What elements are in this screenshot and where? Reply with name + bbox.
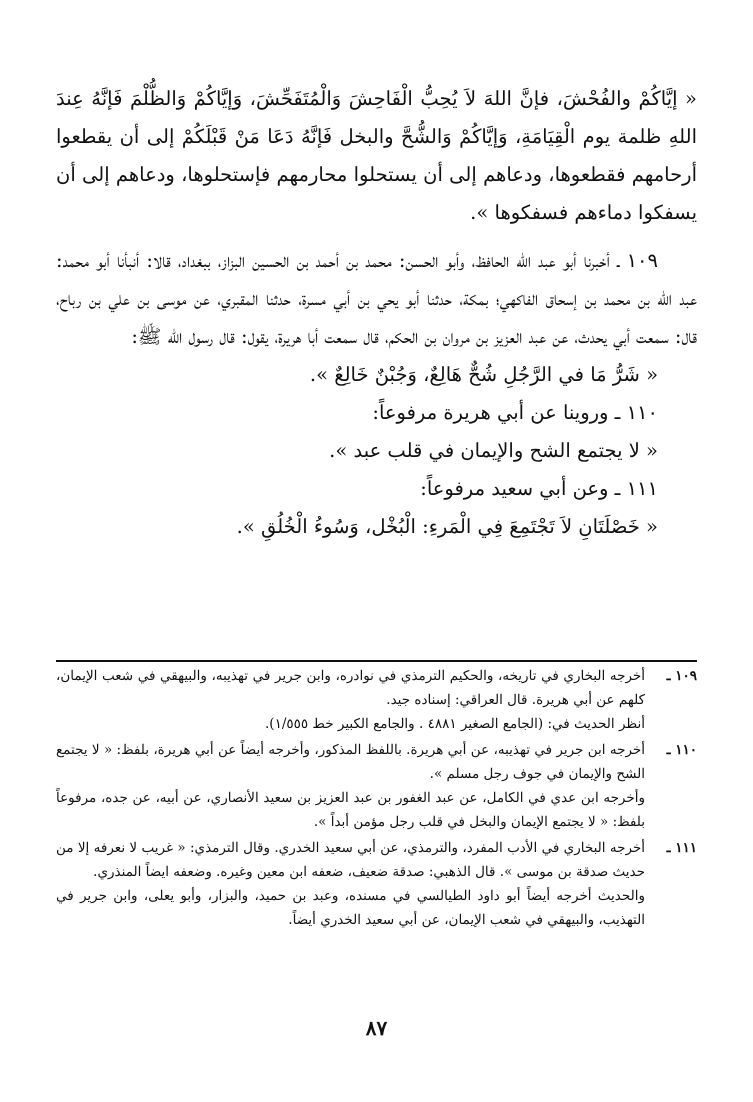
footnote-number: ١١٠ ـ bbox=[666, 742, 697, 758]
hadith-109-paragraph: ١٠٩ ـ أخبرنا أبو عبد الله الحافظ، وأبو الحسن: محمد بن أحمد بن الحسين البزاز، ببغداد، قالا: أنبأنا أبو محمد: عبد الله بن محمد بن إسحاق الفاكهي؛ بمكة، حدثنا أبو يحي بن أبي مسرة، حدثنا المقبري، عن موسى بن علي بن رباح، قال: سمعت أبي يحدث، عن عبد العزيز بن مروان بن الحكم، قال سمعت أبا هريرة، يقول: قال رسول الله ﷺ: bbox=[56, 249, 697, 348]
hadith-110-quote: « لا يجتمع الشح والإيمان في قلب عبد ». bbox=[329, 439, 658, 462]
footnote-line: أخرجه ابن جرير في تهذيبه، عن أبي هريرة. باللفظ المذكور، وأخرجه أيضاً عن أبي هريرة، بلفظ: « لا يجتمع الشح والإيمان في جوف رجل مسلم ». bbox=[56, 742, 645, 782]
footnote-body bbox=[56, 664, 645, 736]
footnote-line: وأخرجه ابن عدي في الكامل، عن عبد الغفور بن عبد العزيز بن سعيد الأنصاري، عن أبيه، عن جده، مرفوعاً بلفظ: « لا يجتمع الإيمان والبخل في قلب رجل مؤمن أبداً ». bbox=[56, 790, 645, 830]
hadith-109-quote: « شَرُّ مَا في الرَّجُلِ شُحٌّ هَالِعٌ، وَجُبْنٌ خَالِعٌ ». bbox=[309, 363, 658, 386]
footnote-109 bbox=[56, 664, 697, 736]
footnote-line: أنظر الحديث في: (الجامع الصغير ٤٨٨١ . والجامع الكبير خط ١/٥٥٥). bbox=[265, 716, 645, 732]
hadith-111-heading: ١١١ ـ وعن أبي سعيد مرفوعاً: bbox=[420, 477, 658, 500]
page-number: ٨٧ bbox=[365, 1016, 388, 1040]
footnote-number: ١٠٩ ـ bbox=[666, 668, 697, 684]
hadith-111-quote: « خَصْلَتَانِ لاَ تَجْتَمِعَ فِي الْمَرءِ: الْبُخْل، وَسُوءُ الْخُلُقِ ». bbox=[236, 515, 658, 538]
footnote-110 bbox=[56, 738, 697, 834]
main-text bbox=[56, 80, 697, 546]
footnote-line: أخرجه البخاري في الأدب المفرد، والترمذي، عن أبي سعيد الخدري. وقال الترمذي: « غريب لا نعرفه إلا من حديث صدقة بن موسى ». قال الذهبي: صدقة ضعيف، ضعفه ابن معين وغيره. وضعفه ايضاً المنذري. bbox=[56, 840, 645, 880]
footnote-body bbox=[56, 738, 645, 834]
hadith-110-heading: ١١٠ ـ وروينا عن أبي هريرة مرفوعاً: bbox=[372, 401, 658, 424]
footnote-111 bbox=[56, 836, 697, 932]
hadith-quote-paragraph: « إيَّاكُمْ والفُحْشَ، فإنَّ اللهَ لاَ يُحِبُّ الْفَاحِشَ وَالْمُتَفَحِّشَ، وَإيَّاكُمْ وَالظُّلْمَ فَإنَّهُ عِندَ اللهِ ظلمة يوم الْقِيَامَةِ، وَإيَّاكُمْ وَالشُّحَّ والبخل فَإنَّهُ دَعَا مَنْ قَبْلَكُمْ إلى أن يقطعوا أرحامهم فقطعوها، ودعاهم إلى أن يستحلوا محارمهم فإستحلوها، ودعاهم إلى أن يسفكوا دماءهم فسفكوها ». bbox=[56, 87, 697, 224]
footnote-body bbox=[56, 836, 645, 932]
footnote-line: أخرجه البخاري في تاريخه، والحكيم الترمذي في نوادره، وابن جرير في تهذيبه، والبيهقي في شعب الإيمان، كلهم عن أبي هريرة. قال العراقي: إسناده جيد. bbox=[56, 668, 645, 708]
footnote-line: والحديث أخرجه أيضاً أبو داود الطيالسي في مسنده، وعبد بن حميد، والبزار، وأبو يعلى، وابن جرير في التهذيب، والبيهقي في شعب الإيمان، عن أبي سعيد الخدري أيضاً. bbox=[56, 888, 645, 928]
footnote-number: ١١١ ـ bbox=[666, 840, 697, 856]
footnotes-section bbox=[56, 660, 697, 932]
